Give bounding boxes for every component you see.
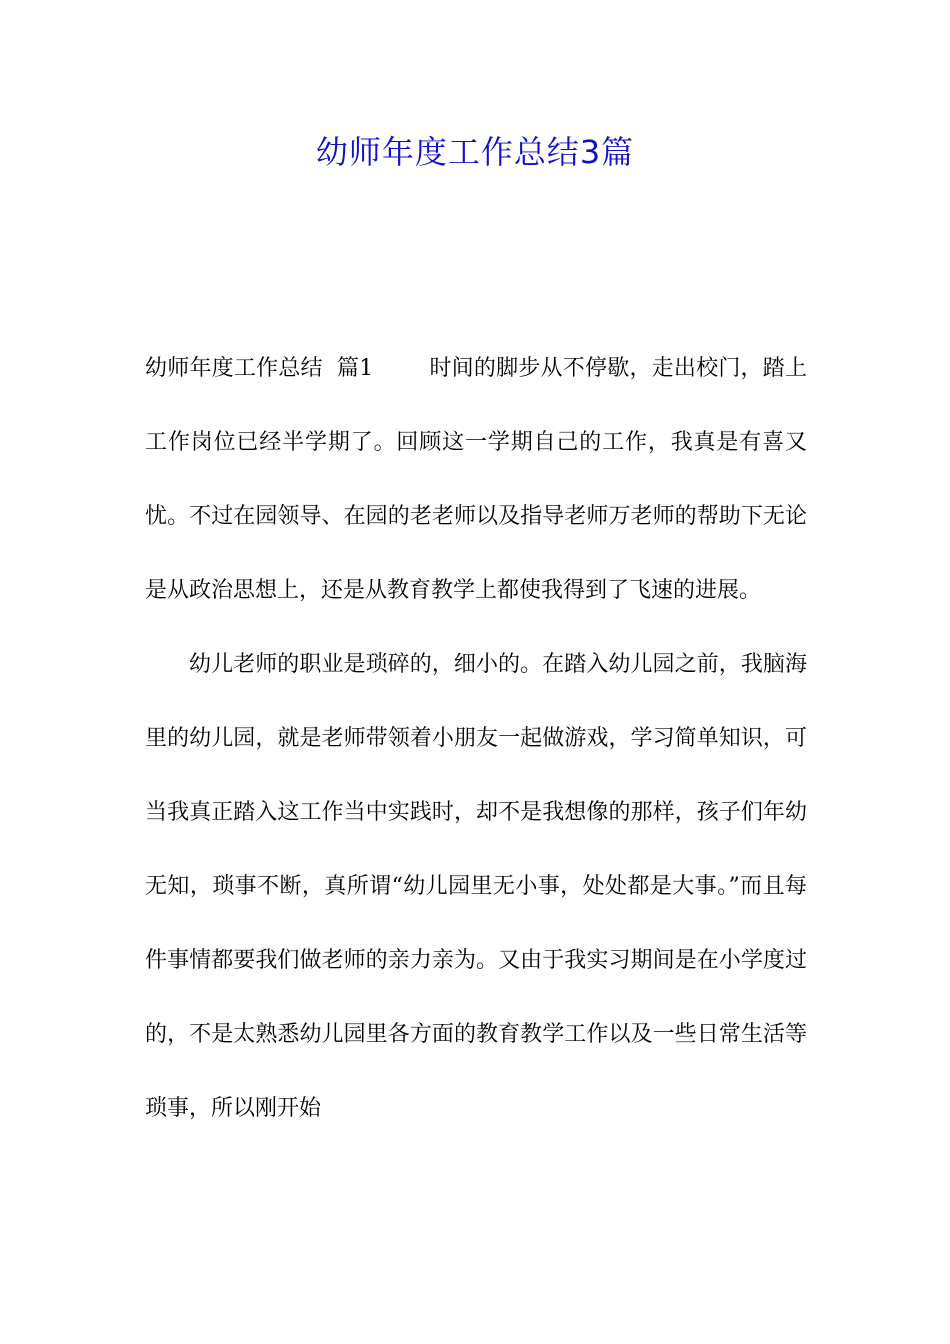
document-title: 幼师年度工作总结3篇	[315, 133, 635, 171]
section-number: 篇1	[336, 356, 374, 381]
section-heading: 幼师年度工作总结	[145, 356, 323, 381]
paragraph-2: 幼儿老师的职业是琐碎的，细小的。在踏入幼儿园之前，我脑海里的幼儿园，就是老师带领着小朋友一起做游戏，学习简单知识，可当我真正踏入这工作当中实践时，却不是我想像的那样，孩子们年幼无知，琐事不断，真所谓“幼儿园里无小事，处处都是大事。”而且每件事情都要我们做老师的亲力亲为。又由于我实习期间是在小学度过的，不是太熟悉幼儿园里各方面的教育教学工作以及一些日常生活等琐事，所以刚开始	[145, 652, 807, 1121]
paragraph-1-text: 时间的脚步从不停歇，走出校门，踏上工作岗位已经半学期了。回顾这一学期自己的工作，我真是有喜又忧。不过在园领导、在园的老老师以及指导老师万老师的帮助下无论是从政治思想上，还是从教育教学上都使我得到了飞速的进展。	[145, 356, 807, 603]
paragraph-1	[145, 332, 807, 628]
document-body	[145, 332, 807, 1146]
